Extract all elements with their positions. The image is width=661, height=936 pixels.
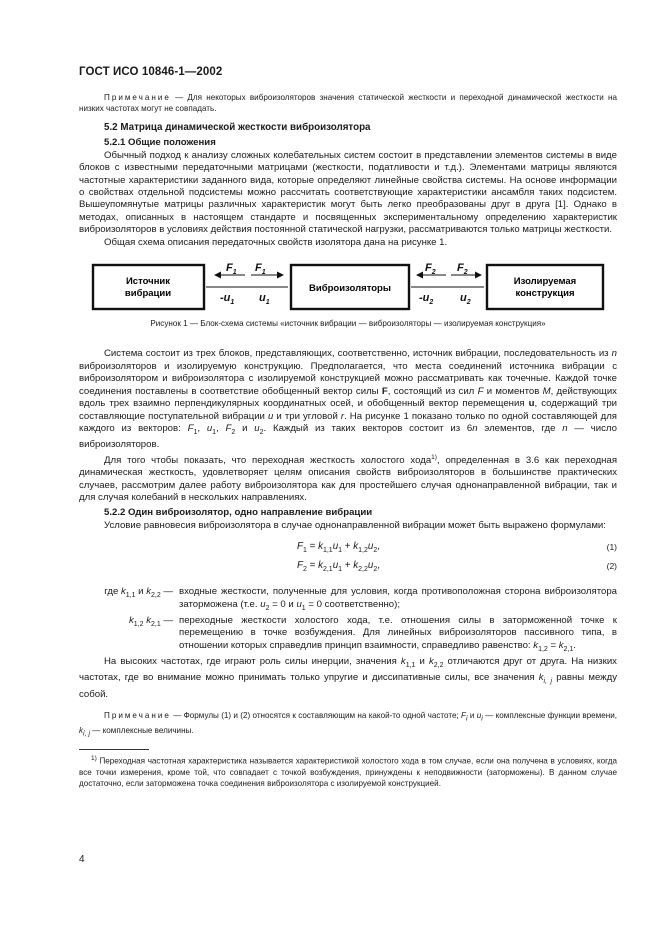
definition-input-stiffness: где $k_{1,1}$ и $k_{2,2}$ — входные жесткости, полученные для условия, когда противоположная сторона виброизолятора заторможена (т.е. $u_2 = 0$ и $u_1 = 0$ соответственно); (104, 586, 617, 612)
isolators-label: Виброизоляторы (309, 283, 391, 295)
paragraph-transfer-stiffness: Для того чтобы показать, что переходная жесткость холостого хода$^{1)}$, определенная в 3.6 как переходная динамическая жесткость, удовлетворяет целям описания свойств виброизоляторов в большинстве практических случаев, рассмотрим далее работу виброизолятора как для простейшего случая однонаправленной вибрации, так и для случая колебаний в нескольких направлениях. (79, 453, 618, 504)
source-label-line2: вибрации (124, 288, 172, 300)
paragraph-frequencies: На высоких частотах, где играют роль силы инерции, значения $k_{1,1}$ и $k_{2,2}$ отличаются друг от друга. На низких частотах, где во внимание можно принимать только упругие и диссипативные силы, все значения $k_{i, j}$ равны между собой. (79, 656, 617, 700)
footnote: $^{1)}$ Переходная частотная характеристика называется характеристикой холостого хода в том случае, если она получена в условиях, когда все точки измерения, кроме той, что совпадает с точкой возбуждения, принуждены к неподвижности (заторможены). В данном случае достаточно, если заторможена точка соединения виброизолятора с изолируемой конструкцией. (79, 755, 617, 789)
note-1 (79, 92, 617, 114)
structure-block (487, 265, 603, 309)
block-diagram-svg (79, 255, 617, 317)
structure-label-line1: Изолируемая (513, 276, 577, 288)
svg-text:u2: $u_2$ (460, 292, 471, 307)
equation-1-number: (1) (606, 542, 617, 553)
svg-text:-u1: $-u_1$ (220, 292, 235, 307)
equation-1: $F_1 = k_{1,1}u_1 + k_{1,2}u_2$, (1) (297, 541, 617, 555)
definitions (79, 586, 617, 656)
svg-text:u1: $u_1$ (259, 292, 270, 307)
page-number: 4 (79, 854, 85, 865)
svg-text:F1: $F_1$ (226, 262, 237, 277)
standard-header: ГОСТ ИСО 10846-1—2002 (79, 66, 223, 78)
structure-label-line2: конструкция (515, 288, 575, 300)
section-heading: 5.2 Матрица динамической жесткости виброизолятора (104, 122, 371, 133)
paragraph-equilibrium: Условие равновесия виброизолятора в случае однонаправленной вибрации может быть выражено формулами: (104, 519, 606, 531)
figure-caption: Рисунок 1 — Блок-схема системы «источник вибрации — виброизоляторы — изолируемая конструкция» (150, 319, 546, 329)
block-diagram (79, 255, 617, 317)
paragraph-figure-ref: Общая схема описания передаточных свойств изолятора дана на рисунке 1. (104, 236, 448, 248)
note-1-text: — Для некоторых виброизоляторов значения статической жесткости и переходной динамической жесткости на низких частотах могут не совпадать. (79, 93, 617, 113)
source-block (93, 265, 204, 309)
note-2: Примечание — Формулы (1) и (2) относятся к составляющим на какой-то одной частоте; $F_i$ и $u_i$ — комплексные функции времени, $k_{i, j}$ — комплексные величины. (79, 711, 617, 738)
svg-text:F2: $F_2$ (457, 262, 468, 277)
subsection-heading-1: 5.2.1 Общие положения (104, 137, 216, 149)
footnote-separator (79, 749, 149, 750)
note-1-label: Примечание (104, 93, 171, 102)
definition-transfer-stiffness: $k_{1,2}$ $k_{2,1}$ — переходные жесткости холостого хода, т.е. отношения силы в заторможенной точке к перемещению в точке возбуждения. Для линейных виброизоляторов пассивного типа, в отношении которых справедлив принцип взаимности, справедливо равенство: $k_{1,2} = k_{2,1}$. (129, 614, 617, 653)
page-body (79, 92, 617, 789)
paragraph-system: Система состоит из трех блоков, представляющих, соответственно, источник вибрации, последовательность из n виброизоляторов и изолируемую конструкцию. Предполагается, что места соединений источника вибрации с виброизолятором и виброизолятора с изолируемой конструкцией можно рассматривать как точечные. Каждой точке соединения поставлены в соответствие обобщенный вектор силы F, состоящий из сил F и моментов M, действующих вдоль трех взаимно перпендикулярных координатных осей, и обобщенный вектор перемещения u, содержащий три составляющие поступательной вибрации u и три угловой r. На рисунке 1 показано только по одной составляющей для каждого из векторов: $F_1$, $u_1$, $F_2$ и $u_2$. Каждый из таких векторов состоит из 6n элементов, где n — число виброизоляторов. (79, 348, 618, 451)
source-label-line1: Источник (125, 276, 171, 288)
equation-2-number: (2) (606, 561, 617, 572)
subsection-heading-2: 5.2.2 Один виброизолятор, одно направление вибрации (104, 507, 373, 519)
paragraph-general: Обычный подход к анализу сложных колебательных систем состоит в представлении элементов системы в виде блоков с известными передаточными матрицами (жесткости, податливости и т.д.). Элементами матрицы являются частотные характеристики заданного вида, которые определяют линейные свойства системы. На основе информации о свойствах отдельной подсистемы можно рассчитать соответствующие характеристики ансамбля таких подсистем. Вышеупомянутые матрицы различных характеристик могут быть легко преобразованы друг в друга [1]. Однако в методах, описанных в настоящем стандарте и посвященных экспериментальному определению характеристик виброизоляторов в условиях действия постоянной статической нагрузки, рассматриваются только матрицы жесткости. (79, 149, 617, 236)
svg-text:-u2: $-u_2$ (419, 292, 434, 307)
equation-2: $F_2 = k_{2,1}u_1 + k_{2,2}u_2$, (2) (297, 560, 617, 574)
svg-text:F2: $F_2$ (425, 262, 436, 277)
svg-text:F1: $F_1$ (255, 262, 266, 277)
